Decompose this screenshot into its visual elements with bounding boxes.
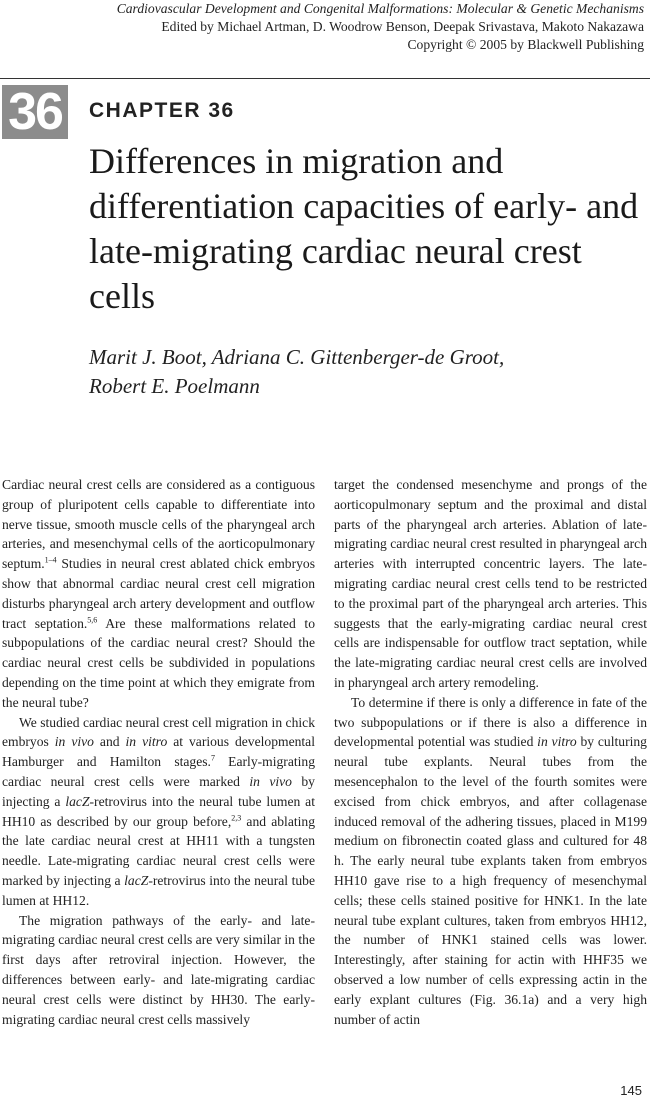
authors-line-1: Marit J. Boot, Adriana C. Gittenberger-de Groot, xyxy=(89,345,505,369)
header-rule xyxy=(0,78,650,79)
chapter-title: Differences in migration and differentiation capacities of early- and late-migrating cardiac neural crest cells xyxy=(89,141,639,316)
body-column-right xyxy=(334,475,647,1029)
paragraph: The migration pathways of the early- and late-migrating cardiac neural crest cells are very similar in the first days after retroviral injection. However, the differences between early- and late-migrating cardiac neural crest cells were distinct by HH30. The early-migrating cardiac neural crest cells massively xyxy=(2,912,315,1027)
author-list xyxy=(89,343,639,401)
editors-line: Edited by Michael Artman, D. Woodrow Benson, Deepak Srivastava, Makoto Nakazawa xyxy=(161,19,644,34)
paragraph: Cardiac neural crest cells are considered as a contiguous group of pluripotent cells capable to differentiate into nerve tissue, smooth muscle cells of the pharyngeal arch arteries, and mesenchymal cells of the aorticopulmonary septum.$^{1-4}$ Studies in neural crest ablated chick embryos show that abnormal cardiac neural crest cell migration disturbs pharyngeal arch artery development and outflow tract septation.$^{5,6}$ Are these malformations related to subpopulations of the cardiac neural crest? Should the cardiac neural crest cells be subdivided in populations depending on the time point at which they emigrate from the neural tube? xyxy=(2,477,315,710)
paragraph: We studied cardiac neural crest cell migration in chick embryos in vivo and in vitro at various developmental Hamburger and Hamilton stages.$^7$ Early-migrating cardiac neural crest cells were marked in vivo by injecting a lacZ-retrovirus into the neural tube lumen at HH10 as described by our group before,$^{2,3}$ and ablating the late cardiac neural crest at HH11 with a tungsten needle. Late-migrating cardiac neural crest cells were marked by injecting a lacZ-retrovirus into the neural tube lumen at HH12. xyxy=(2,714,316,908)
running-header xyxy=(24,0,644,54)
copyright-line: Copyright © 2005 by Blackwell Publishing xyxy=(407,37,644,52)
paragraph: To determine if there is only a difference in fate of the two subpopulations or if there is also a difference in developmental potential was studied in vitro by culturing neural tube explants. Neural tubes from the mesencephalon to the level of the fourth somites were excised from chick embryos, and after collagenase induced removal of the adhering tissues, placed in M199 medium on fibronectin coated glass and cultured for 48 h. The early neural tube explants taken from embryos HH10 gave rise to a high frequency of mesenchymal cells; these cells stained positive for HNK1. In the late neural tube explant cultures, taken from embryos HH12, the number of HNK1 stained cells was lower. Interestingly, after staining for actin with HHF35 we observed a low number of cells expressing actin in the early explant cultures (Fig. 36.1a) and a very high number of actin xyxy=(334,694,647,1027)
page-number: 145 xyxy=(620,1083,642,1098)
chapter-label: CHAPTER 36 xyxy=(89,99,235,122)
authors-line-2: Robert E. Poelmann xyxy=(89,374,260,398)
paragraph: target the condensed mesenchyme and prongs of the aorticopulmonary septum and the proximal and distal parts of the pharyngeal arch arteries. Ablation of late-migrating cardiac neural crest resulted in pharyngeal arch arteries with interrupted concentric layers. The late-migrating cardiac neural crest cells tend to be restricted to the proximal part of the pharyngeal arch arteries. This suggests that the early-migrating cardiac neural crest cells are indispensable for outflow tract septation, while the late-migrating cardiac neural crest cells are involved in pharyngeal arch artery remodeling. xyxy=(334,477,647,690)
book-title: Cardiovascular Development and Congenital Malformations: Molecular & Genetic Mechanisms xyxy=(116,1,644,16)
body-column-left xyxy=(2,475,315,1029)
chapter-number-box: 36 xyxy=(2,85,68,139)
